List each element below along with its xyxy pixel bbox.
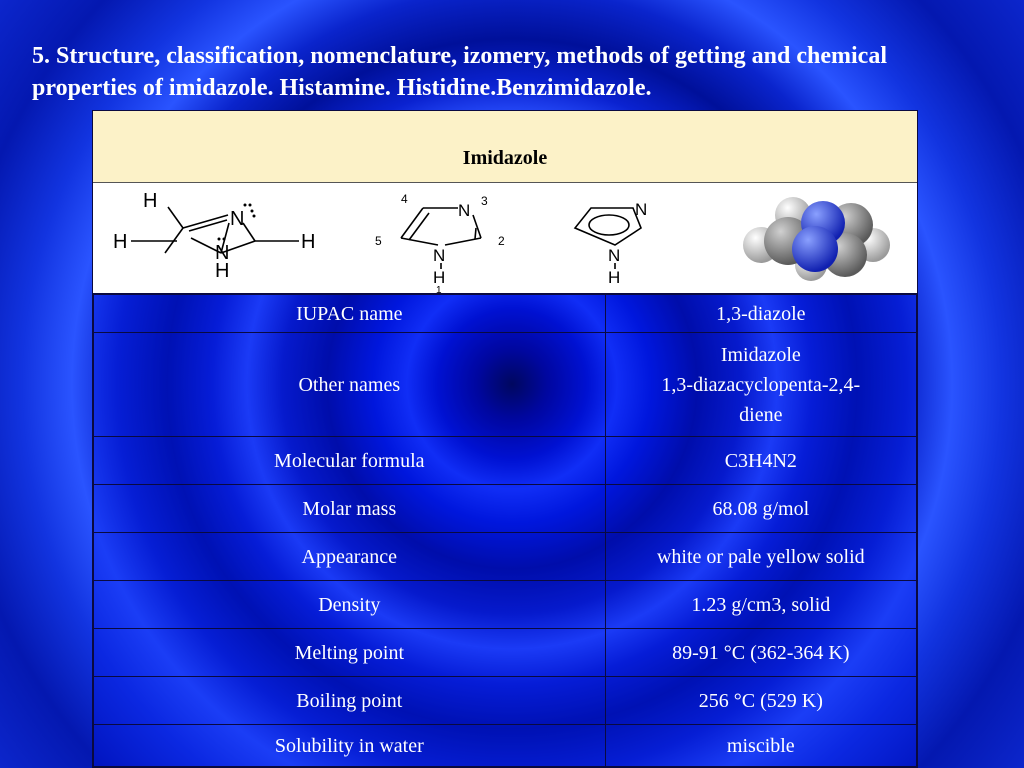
- numbered-label-1: 1: [436, 285, 442, 293]
- table-header-label: Imidazole: [462, 147, 548, 169]
- table-row: [94, 533, 917, 581]
- numbered-n3: N: [458, 201, 471, 220]
- property-name-cell: Other names: [94, 333, 606, 437]
- table-row: [94, 485, 917, 533]
- aromatic-n-top: N: [635, 200, 648, 219]
- structure-images: [93, 183, 917, 294]
- property-name-cell: Solubility in water: [94, 725, 606, 767]
- property-value-line: C3H4N2: [724, 449, 797, 472]
- property-value-line: white or pale yellow solid: [656, 545, 865, 568]
- imidazole-numbered-structure: [363, 183, 533, 293]
- slide-title: 5. Structure, classification, nomenclature, izomery, methods of getting and chemical properties of imidazole. Histamine. Histidine.Benzimidazole.: [32, 43, 887, 101]
- property-value-line: 1,3-diazacyclopenta-2,4-: [661, 373, 861, 396]
- property-name-cell: Appearance: [94, 533, 606, 581]
- property-value-cell: [605, 629, 916, 677]
- property-name-cell: IUPAC name: [94, 295, 606, 333]
- lewis-h-left: H: [113, 231, 128, 253]
- table-row: [94, 725, 917, 767]
- property-value-line: 68.08 g/mol: [712, 497, 810, 520]
- aromatic-n-bottom: N: [608, 246, 621, 265]
- properties-table: [92, 110, 918, 768]
- numbered-label-2: 2: [498, 234, 505, 248]
- numbered-label-5: 5: [375, 234, 382, 248]
- property-value-cell: [605, 725, 916, 767]
- numbered-label-4: 4: [401, 192, 408, 206]
- property-value-cell: [605, 677, 916, 725]
- imidazole-space-filling-model: [723, 183, 913, 293]
- numbered-h: H: [433, 268, 446, 287]
- aromatic-h: H: [608, 268, 621, 287]
- property-value-cell: [605, 437, 916, 485]
- numbered-n1: N: [433, 246, 446, 265]
- table-row: [94, 629, 917, 677]
- properties-grid: [93, 294, 917, 767]
- lewis-h-top: H: [143, 190, 158, 212]
- property-name-cell: Boiling point: [94, 677, 606, 725]
- table-row: [94, 437, 917, 485]
- property-value-line: 89-91 °C (362-364 K): [672, 641, 850, 664]
- numbered-label-3: 3: [481, 194, 488, 208]
- imidazole-aromatic-structure: [563, 183, 683, 293]
- lewis-n-top: N: [230, 208, 245, 230]
- imidazole-lewis-structure: [103, 183, 323, 293]
- lewis-n-bottom: N: [215, 242, 230, 264]
- property-value-line: Imidazole: [720, 343, 801, 366]
- table-header: [93, 111, 917, 183]
- table-row: [94, 581, 917, 629]
- lewis-h-right: H: [301, 231, 316, 253]
- property-value-cell: [605, 333, 916, 437]
- property-name-cell: Melting point: [94, 629, 606, 677]
- property-value-line: 1.23 g/cm3, solid: [691, 593, 831, 616]
- table-row: [94, 333, 917, 437]
- table-row: [94, 677, 917, 725]
- property-value-line: 256 °C (529 K): [698, 689, 823, 712]
- table-row: [94, 295, 917, 333]
- property-value-cell: [605, 295, 916, 333]
- property-name-cell: Molar mass: [94, 485, 606, 533]
- property-value-cell: [605, 533, 916, 581]
- property-value-cell: [605, 581, 916, 629]
- property-name-cell: Density: [94, 581, 606, 629]
- lewis-h-bottom: H: [215, 260, 230, 282]
- property-name-cell: Molecular formula: [94, 437, 606, 485]
- property-value-cell: [605, 485, 916, 533]
- property-value-line: diene: [739, 403, 783, 426]
- property-value-line: miscible: [726, 734, 795, 757]
- property-value-line: 1,3-diazole: [716, 302, 806, 325]
